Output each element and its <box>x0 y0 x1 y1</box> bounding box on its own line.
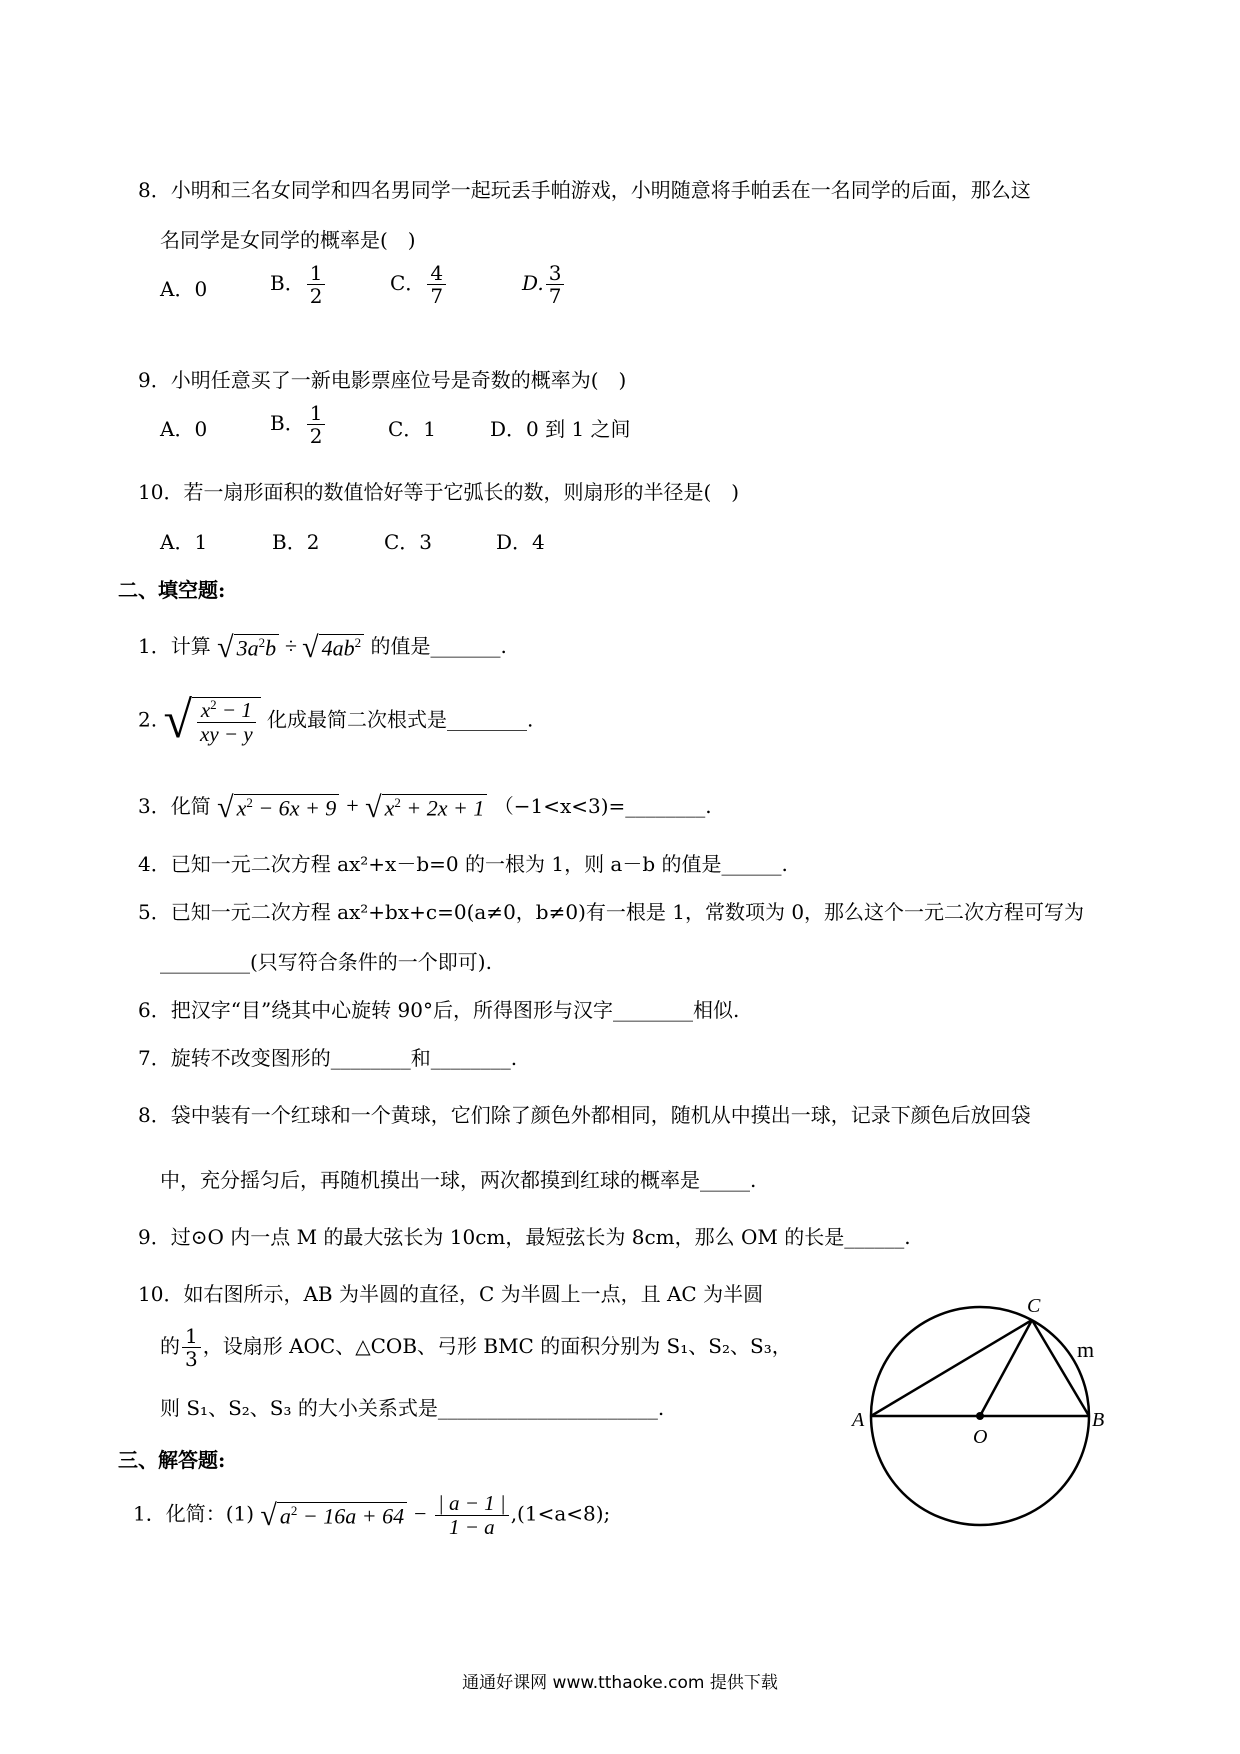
q10-option-c: C．3 <box>384 530 433 554</box>
fill-q10-line3: 则 S₁、S₂、S₃ 的大小关系式是______________________. <box>160 1396 665 1420</box>
q9-text: 9．小明任意买了一新电影票座位号是奇数的概率为( ) <box>138 368 627 392</box>
fill-heading: 二、填空题: <box>118 578 226 602</box>
fill-q2-pre: 2. <box>138 707 158 732</box>
fill-q1-expr: √ $3a^2b$ ÷ √ $4ab^2$ <box>217 633 364 658</box>
q10-text: 10．若一扇形面积的数值恰好等于它弧长的数，则扇形的半径是( ) <box>138 480 740 504</box>
fill-q10-frac-den: 3 <box>185 1347 198 1371</box>
answer-q1-tail: ,(1<a<8); <box>510 1501 611 1526</box>
q9-b-den: 2 <box>309 424 323 448</box>
q8-c-num: 4 <box>427 262 446 285</box>
q9-option-b-label: B． <box>270 411 305 435</box>
q8-option-c <box>390 262 448 307</box>
fill-q2-expr: √ $\frac{x^2 - 1}{xy - y}$ <box>163 706 260 731</box>
fill-q6: 6．把汉字“目”绕其中心旋转 90°后，所得图形与汉字________相似. <box>138 998 740 1022</box>
q10-option-d: D．4 <box>496 530 545 554</box>
label-b: B <box>1092 1409 1105 1431</box>
q9-option-b <box>270 402 327 447</box>
answer-q1-pre: 1．化简：(1) <box>133 1501 255 1526</box>
fill-q3-pre: 3．化简 <box>138 794 211 819</box>
fill-q8-line2: 中，充分摇匀后，再随机摸出一球，两次都摸到红球的概率是_____. <box>160 1168 757 1192</box>
q8-option-b <box>270 262 327 307</box>
label-c: C <box>1027 1295 1041 1317</box>
q8-line1: 8．小明和三名女同学和四名男同学一起玩丢手帕游戏，小明随意将手帕丢在一名同学的后面，那么这 <box>138 178 1031 202</box>
q8-option-c-label: C． <box>390 271 426 295</box>
fill-q10-frac-num: 1 <box>182 1325 201 1348</box>
q10-option-a: A．1 <box>160 530 208 554</box>
fill-q5-line2: _________(只写符合条件的一个即可). <box>160 950 492 974</box>
fill-q10-tail: ，设扇形 AOC、△COB、弓形 BMC 的面积分别为 S₁、S₂、S₃， <box>202 1334 792 1358</box>
q8-d-den: 7 <box>548 284 562 308</box>
q9-b-num: 1 <box>307 402 326 425</box>
fill-q10-pre: 的 <box>160 1334 180 1358</box>
footer: 通通好课网 www.tthaoke.com 提供下载 <box>462 1673 778 1693</box>
fill-q5-line1: 5．已知一元二次方程 ax²+bx+c=0(a≠0，b≠0)有一根是 1，常数项为 0，那么这个一元二次方程可写为 <box>138 900 1085 924</box>
fill-q2 <box>138 690 533 752</box>
label-m: m <box>1077 1337 1095 1362</box>
q8-b-den: 2 <box>309 284 323 308</box>
answer-q1-expr: √ $a^2 - 16a + 64$ − $\frac{| a - 1 |}{1 - a}$ <box>260 1501 510 1526</box>
q8-d-num: 3 <box>546 262 565 285</box>
circle-figure <box>840 1280 1140 1560</box>
fill-q1 <box>138 630 507 666</box>
q8-option-d <box>522 262 566 307</box>
fill-q3 <box>138 790 712 826</box>
answer-q1 <box>133 1492 610 1539</box>
fill-q7: 7．旋转不改变图形的________和________. <box>138 1046 518 1070</box>
fill-q3-tail: （−1<x<3)=________. <box>493 794 712 819</box>
fill-q9: 9．过⊙O 内一点 M 的最大弦长为 10cm，最短弦长为 8cm，那么 OM 的长是______. <box>138 1225 911 1249</box>
fill-q8-line1: 8．袋中装有一个红球和一个黄球，它们除了颜色外都相同，随机从中摸出一球，记录下颜色后放回袋 <box>138 1103 1031 1127</box>
q8-b-num: 1 <box>307 262 326 285</box>
label-a: A <box>852 1409 865 1431</box>
q10-options <box>160 530 720 556</box>
center-point <box>976 1412 984 1420</box>
q8-option-d-label: D. <box>522 271 544 295</box>
q9-option-a: A．0 <box>160 417 208 441</box>
fill-q1-tail: 的值是_______. <box>370 634 507 659</box>
fill-q2-tail: 化成最简二次根式是________. <box>267 707 534 732</box>
label-o: O <box>973 1426 988 1448</box>
q9-option-d: D．0 到 1 之间 <box>490 417 631 441</box>
chord-ac <box>871 1320 1032 1416</box>
answer-heading: 三、解答题: <box>118 1448 226 1472</box>
fill-q4: 4．已知一元二次方程 ax²+x－b=0 的一根为 1，则 a－b 的值是______. <box>138 852 788 876</box>
q8-option-a: A．0 <box>160 277 208 301</box>
fill-q1-pre: 1．计算 <box>138 634 211 659</box>
fill-q3-expr: √ $x^2 - 6x + 9$ + √ $x^2 + 2x + 1$ <box>217 793 487 818</box>
chord-cb <box>1032 1320 1089 1416</box>
q9-option-c: C．1 <box>388 417 437 441</box>
q8-option-b-label: B． <box>270 271 305 295</box>
q10-option-b: B．2 <box>272 530 320 554</box>
fill-q10-line2 <box>160 1325 792 1370</box>
q8-line2: 名同学是女同学的概率是( ) <box>160 228 416 252</box>
fill-q10-line1: 10．如右图所示，AB 为半圆的直径，C 为半圆上一点，且 AC 为半圆 <box>138 1282 764 1306</box>
q8-c-den: 7 <box>430 284 444 308</box>
